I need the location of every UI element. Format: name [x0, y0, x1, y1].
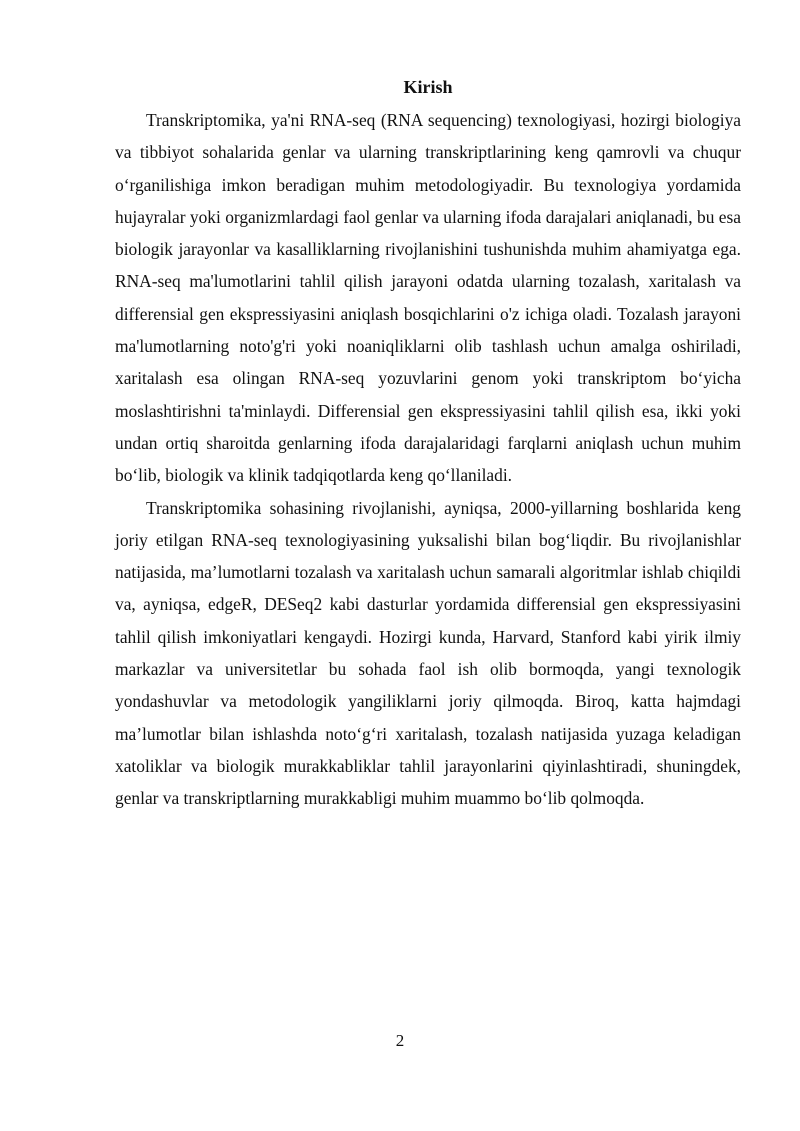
paragraph-development: Transkriptomika sohasining rivojlanishi, ayniqsa, 2000-yillarning boshlarida keng joriy etilgan RNA-seq texnologiyasining yuksalishi bilan bog‘liqdir. Bu rivojlanishlar natijasida, ma’lumotlarni tozalash va xaritalash uchun samarali algoritmlar ishlab chiqildi va, ayniqsa, edgeR, DESeq2 kabi dasturlar yordamida differensial gen ekspressiyasini tahlil qilish imkoniyatlari kengaydi. Hozirgi kunda, Harvard, Stanford kabi yirik ilmiy markazlar va universitetlar bu sohada faol ish olib bormoqda, yangi texnologik yondashuvlar va metodologik yangiliklarni joriy qilmoqda. Biroq, katta hajmdagi ma’lumotlar bilan ishlashda noto‘g‘ri xaritalash, tozalash natijasida yuzaga keladigan xatoliklar va biologik murakkabliklar tahlil jarayonlarini qiyinlashtiradi, shuningdek, genlar va transkriptlarning murakkabligi muhim muammo bo‘lib qolmoqda. — [115, 497, 741, 809]
paragraph-intro: Transkriptomika, ya'ni RNA-seq (RNA sequencing) texnologiyasi, hozirgi biologiya va tibbiyot sohalarida genlar va ularning transkriptlarining keng qamrovli va chuqur o‘rganilishiga imkon beradigan muhim metodologiyadir. Bu texnologiya yordamida hujayralar yoki organizmlardagi faol genlar va ularning ifoda darajalari aniqlanadi, bu esa biologik jarayonlar va kasalliklarning rivojlanishini tushunishda muhim ahamiyatga ega. RNA-seq ma'lumotlarini tahlil qilish jarayoni odatda ularning tozalash, xaritalash va differensial gen ekspressiyasini aniqlash bosqichlarini o'z ichiga oladi. Tozalash jarayoni ma'lumotlarning noto'g'ri yoki noaniqliklarni olib tashlash uchun amalga oshiriladi, xaritalash esa olingan RNA-seq yozuvlarini genom yoki transkriptom bo‘yicha moslashtirishni ta'minlaydi. Differensial gen ekspressiyasini tahlil qilish esa, ikki yoki undan ortiq sharoitda genlarning ifoda darajalaridagi farqlarni aniqlash uchun muhim bo‘lib, biologik va klinik tadqiqotlarda keng qo‘llaniladi. — [115, 110, 741, 486]
section-heading: Kirish — [403, 77, 453, 97]
page-number: 2 — [395, 1031, 405, 1050]
page-content — [115, 75, 741, 815]
